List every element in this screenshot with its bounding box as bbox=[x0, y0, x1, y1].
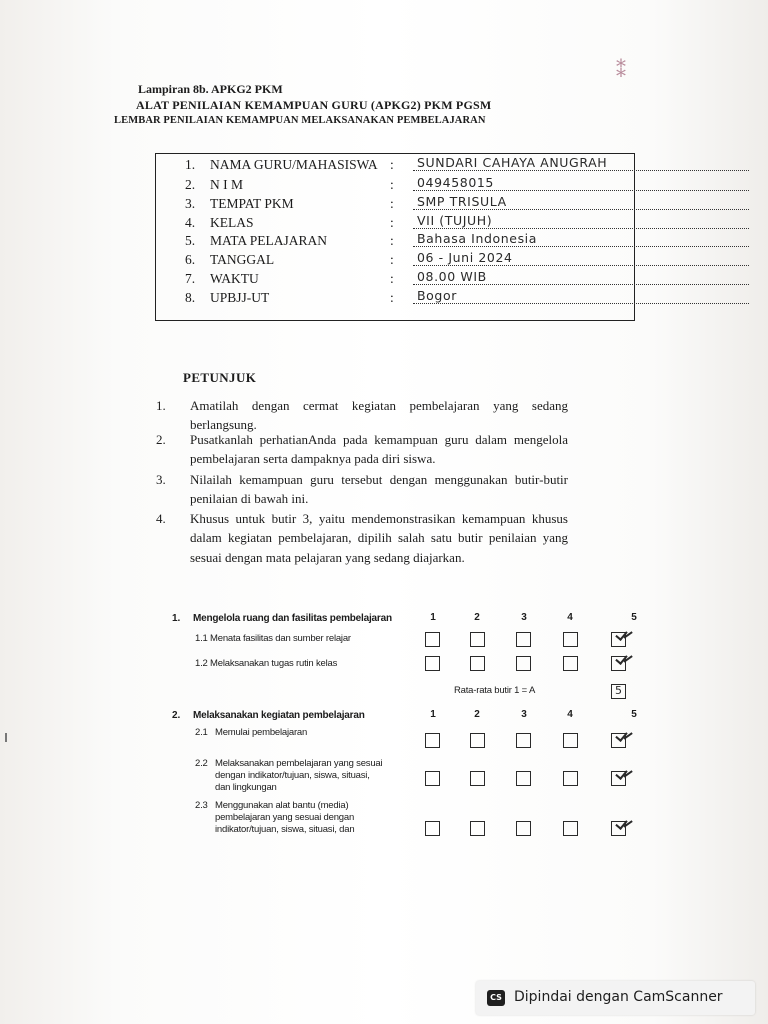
item-2-3-checkbox-4[interactable] bbox=[563, 821, 578, 836]
identity-colon: : bbox=[390, 252, 394, 267]
identity-number: 4. bbox=[185, 215, 196, 230]
identity-label: MATA PELAJARAN bbox=[210, 233, 328, 248]
item-2-2-checkbox-3[interactable] bbox=[516, 771, 531, 786]
instruction-text: Amatilah dengan cermat kegiatan pembelajaran yang sedang berlangsung. bbox=[190, 398, 568, 433]
item-2-1-number: 2.1 bbox=[195, 727, 208, 738]
item-2-3-checkbox-2[interactable] bbox=[470, 821, 485, 836]
identity-label: WAKTU bbox=[210, 271, 259, 286]
item-2-2-number: 2.2 bbox=[195, 758, 208, 769]
section1-scale-3: 3 bbox=[521, 612, 527, 623]
margin-mark bbox=[5, 733, 7, 742]
item-1-2-checkbox-2[interactable] bbox=[470, 656, 485, 671]
section2-scale-5: 5 bbox=[631, 709, 637, 720]
identity-value: Bahasa Indonesia bbox=[413, 231, 749, 247]
identity-label: N I M bbox=[210, 177, 243, 192]
camscanner-logo-icon: CS bbox=[487, 990, 505, 1006]
identity-value: 08.00 WIB bbox=[413, 269, 749, 285]
identity-colon: : bbox=[390, 233, 394, 248]
identity-value: VII (TUJUH) bbox=[413, 213, 749, 229]
identity-colon: : bbox=[390, 290, 394, 305]
section1-scale-5: 5 bbox=[631, 612, 637, 623]
section1-number: 1. bbox=[172, 613, 181, 624]
item-1-1-checkbox-2[interactable] bbox=[470, 632, 485, 647]
identity-number: 2. bbox=[185, 177, 196, 192]
identity-number: 1. bbox=[185, 157, 196, 172]
instruction-number: 1. bbox=[156, 398, 166, 413]
average-label: Rata-rata butir 1 = A bbox=[454, 685, 536, 696]
attachment-label: Lampiran 8b. APKG2 PKM bbox=[138, 82, 283, 96]
identity-row bbox=[185, 155, 608, 176]
section1-scale-1: 1 bbox=[430, 612, 436, 623]
item-2-2-checkbox-4[interactable] bbox=[563, 771, 578, 786]
item-2-1-checkbox-5[interactable] bbox=[611, 733, 626, 748]
item-1-2-checkbox-3[interactable] bbox=[516, 656, 531, 671]
identity-label: NAMA GURU/MAHASISWA bbox=[210, 157, 378, 172]
identity-colon: : bbox=[390, 196, 394, 211]
item-2-1-checkbox-1[interactable] bbox=[425, 733, 440, 748]
item-2-2-checkbox-5[interactable] bbox=[611, 771, 626, 786]
instruction-text: Pusatkanlah perhatianAnda pada kemampuan guru dalam mengelola pembelajaran serta dampaknya pada diri siswa. bbox=[190, 432, 568, 467]
instruction-number: 3. bbox=[156, 472, 166, 487]
identity-row bbox=[185, 290, 605, 309]
item-1-1-checkbox-5[interactable] bbox=[611, 632, 626, 647]
section1-scale-4: 4 bbox=[567, 612, 573, 623]
section1-scale-2: 2 bbox=[474, 612, 480, 623]
item-2-3-checkbox-5[interactable] bbox=[611, 821, 626, 836]
identity-value: Bogor bbox=[413, 288, 749, 304]
pink-ink-mark: ⁑ bbox=[616, 60, 626, 82]
item-2-3-label-line: Menggunakan alat bantu (media) bbox=[215, 800, 349, 811]
identity-colon: : bbox=[390, 215, 394, 230]
item-2-1-checkbox-2[interactable] bbox=[470, 733, 485, 748]
item-2-3-label-line: indikator/tujuan, siswa, situasi, dan bbox=[215, 824, 355, 835]
item-1-1-checkbox-3[interactable] bbox=[516, 632, 531, 647]
instruction-number: 4. bbox=[156, 511, 166, 526]
section2-scale-2: 2 bbox=[474, 709, 480, 720]
section1-title: Mengelola ruang dan fasilitas pembelajaran bbox=[193, 613, 392, 624]
average-value-box: 5 bbox=[611, 684, 626, 699]
item-1-1-checkbox-1[interactable] bbox=[425, 632, 440, 647]
identity-label: TANGGAL bbox=[210, 252, 275, 267]
item-2-2-checkbox-2[interactable] bbox=[470, 771, 485, 786]
section2-scale-1: 1 bbox=[430, 709, 436, 720]
section2-scale-4: 4 bbox=[567, 709, 573, 720]
identity-label: UPBJJ-UT bbox=[210, 290, 270, 305]
instruction-text: Khusus untuk butir 3, yaitu mendemonstrasikan kemampuan khusus dalam kegiatan pembelajaran, dipilih salah satu butir penilaian yang sesuai dengan mata pelajaran yang sedang diajarkan. bbox=[190, 511, 568, 565]
identity-number: 5. bbox=[185, 233, 196, 248]
item-2-1-checkbox-4[interactable] bbox=[563, 733, 578, 748]
item-2-1-label-line: Memulai pembelajaran bbox=[215, 727, 308, 738]
identity-colon: : bbox=[390, 177, 394, 192]
item-2-3-label-line: pembelajaran yang sesuai dengan bbox=[215, 812, 355, 823]
instructions-title: PETUNJUK bbox=[183, 370, 257, 385]
item-2-3-checkbox-3[interactable] bbox=[516, 821, 531, 836]
item-1-2-checkbox-1[interactable] bbox=[425, 656, 440, 671]
identity-number: 8. bbox=[185, 290, 196, 305]
identity-colon: : bbox=[390, 157, 394, 172]
item-1-1-checkbox-4[interactable] bbox=[563, 632, 578, 647]
identity-label: TEMPAT PKM bbox=[210, 196, 294, 211]
item-1-2-checkbox-4[interactable] bbox=[563, 656, 578, 671]
instruction-number: 2. bbox=[156, 432, 166, 447]
item-2-1-checkbox-3[interactable] bbox=[516, 733, 531, 748]
section2-scale-3: 3 bbox=[521, 709, 527, 720]
item-2-2-label-line: dengan indikator/tujuan, siswa, situasi, bbox=[215, 770, 370, 781]
camscanner-text: Dipindai dengan CamScanner bbox=[514, 989, 723, 1005]
item-1-2-checkbox-5[interactable] bbox=[611, 656, 626, 671]
identity-colon: : bbox=[390, 271, 394, 286]
item-2-2-label-line: Melaksanakan pembelajaran yang sesuai bbox=[215, 758, 383, 769]
identity-value: SMP TRISULA bbox=[413, 194, 749, 210]
identity-number: 3. bbox=[185, 196, 196, 211]
item-2-3-checkbox-1[interactable] bbox=[425, 821, 440, 836]
identity-value: SUNDARI CAHAYA ANUGRAH bbox=[413, 155, 749, 171]
identity-value: 049458015 bbox=[413, 175, 749, 191]
section2-title: Melaksanakan kegiatan pembelajaran bbox=[193, 710, 365, 721]
identity-number: 6. bbox=[185, 252, 196, 267]
identity-number: 7. bbox=[185, 271, 196, 286]
item-2-3-number: 2.3 bbox=[195, 800, 208, 811]
instruction-text: Nilailah kemampuan guru tersebut dengan menggunakan butir-butir penilaian di bawah ini. bbox=[190, 472, 568, 507]
item-2-2-label-line: dan lingkungan bbox=[215, 782, 277, 793]
form-title: ALAT PENILAIAN KEMAMPUAN GURU (APKG2) PKM PGSM bbox=[136, 98, 492, 112]
identity-label: KELAS bbox=[210, 215, 254, 230]
item-1-2-label: 1.2 Melaksanakan tugas rutin kelas bbox=[195, 658, 338, 669]
section2-number: 2. bbox=[172, 710, 181, 721]
camscanner-watermark bbox=[476, 981, 755, 1015]
item-1-1-label: 1.1 Menata fasilitas dan sumber relajar bbox=[195, 633, 351, 644]
form-subtitle: LEMBAR PENILAIAN KEMAMPUAN MELAKSANAKAN PEMBELAJARAN bbox=[114, 115, 486, 126]
item-2-2-checkbox-1[interactable] bbox=[425, 771, 440, 786]
identity-value: 06 - Juni 2024 bbox=[413, 250, 749, 266]
